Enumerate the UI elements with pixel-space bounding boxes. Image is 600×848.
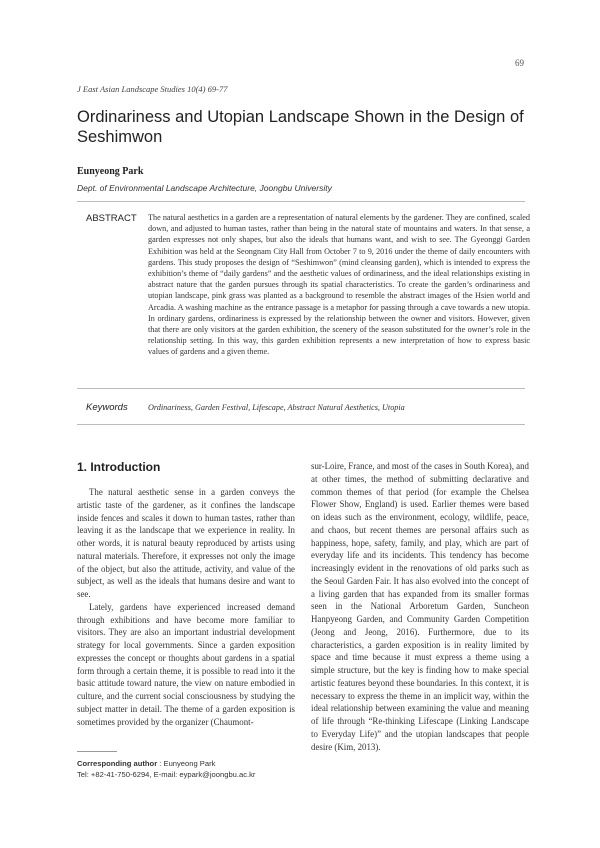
body-column-right: [311, 460, 529, 753]
abstract-text: The natural aesthetics in a garden are a representation of natural elements by the gardener. They are confined, scaled down, and adjusted to human tastes, rather than being in the natural state of mountains and waters. In that sense, a garden expresses not only shapes, but also the ideals that humans want, and wish to see. The Gyeonggi Garden Exhibition was held at the Seongnam City Hall from October 7 to 9, 2016 under the theme of daily encounters with gardens. This study proposes the design of “Seshimwon” (mind cleansing garden), which is intended to express the exhibition’s theme of “daily gardens” and the aesthetic values of ordinariness, and the ideal relationships existing in abstract nature that the garden pursues through its spatial characteristics. To create the garden’s ordinariness and utopian landscape, pink grass was planted as a background to resemble the abstract images of the Hsien world and Arcadia. A washing machine as the entrance passage is a metaphor for passing through a cave towards a new utopia. In ordinary gardens, ordinariness is expressed by the relationship between the owner and visitors. However, given that there are only visitors at the garden exhibition, the scenery of the season substituted for the owner’s role in the relationship setting. In this way, this garden exhibition represents a new interpretation of how to express basic values of gardens and a given theme.: [148, 213, 530, 357]
paper-title: Ordinariness and Utopian Landscape Shown in the Design of Seshimwon: [77, 108, 524, 146]
body-paragraph: Lately, gardens have experienced increased demand through exhibitions and have become more familiar to visitors. They are also an important industrial development strategy for local governments. Since a garden exposition expresses the concept or thoughts about gardens in a spatial form through a certain theme, it is possible to read into it the basic attitude toward nature, the view on nature embodied in culture, and the current social consciousness by studying the subject matter in detail. The theme of a garden exposition is sometimes provided by the organizer (Chaumont-: [77, 601, 295, 727]
keywords-text: Ordinariness, Garden Festival, Lifescape, Abstract Natural Aesthetics, Utopia: [148, 403, 405, 412]
body-column-left: [77, 486, 295, 728]
footnote-name: : Eunyeong Park: [159, 759, 216, 768]
top-divider: [77, 201, 525, 202]
author-name: Eunyeong Park: [77, 166, 144, 177]
keywords-divider: [77, 424, 525, 425]
author-affiliation: Dept. of Environmental Landscape Architecture, Joongbu University: [77, 183, 332, 193]
keywords-label: Keywords: [86, 402, 128, 413]
body-paragraph: The natural aesthetic sense in a garden conveys the artistic taste of the gardener, as it confines the landscape inside fences and scales it down to human tastes, rather than leaving it as the landscape that we experience in reality. In other words, it is natural beauty reproduced by artists using natural materials. Therefore, it expresses not only the image of the object, but also the attitude, activity, and value of the subject, as well as the ideals that humans desire and want to see.: [77, 487, 295, 599]
abstract-divider: [77, 388, 525, 389]
footnote-divider: [77, 751, 117, 752]
page-number: 69: [515, 58, 524, 68]
footnote-contact: Tel: +82-41-750-6294, E-mail: eypark@joongbu.ac.kr: [77, 770, 256, 779]
abstract-label: ABSTRACT: [86, 213, 137, 224]
footnote-label: Corresponding author: [77, 759, 158, 768]
body-paragraph: sur-Loire, France, and most of the cases in South Korea), and at other times, the method of submitting declarative and common themes of that period (for example the Chelsea Flower Show, England) is used. Earlier themes were based on ideas such as the environment, ecology, wildlife, peace, and chaos, but recent themes are personal affairs such as happiness, hope, safety, family, and play, which are part of everyday life and its incidents. This tendency has become increasingly evident in the renovations of old parks such as the Seoul Garden Fair. It has also evolved into the concept of a living garden that has expanded from its smaller formas seen in the National Arboretum Garden, Suncheon Hanpyeong Garden, and Community Garden Competition (Jeong and Jeong, 2016). Furthermore, due to its characteristics, a garden exposition is in reality limited by space and time because it must express a theme using a simple structure, but the key is finding how to make special artistic features beyond these boundaries. In this context, it is necessary to express the theme in an implicit way, within the ideal relationship between examining the value and meaning of life through “Re-thinking Lifescape (Linking Landscape to Everyday Life)” and the utopian landscapes that people desire (Kim, 2013).: [311, 461, 529, 752]
journal-citation: J East Asian Landscape Studies 10(4) 69-77: [77, 84, 228, 94]
footnote: [77, 758, 255, 780]
section-title: 1. Introduction: [77, 460, 161, 474]
